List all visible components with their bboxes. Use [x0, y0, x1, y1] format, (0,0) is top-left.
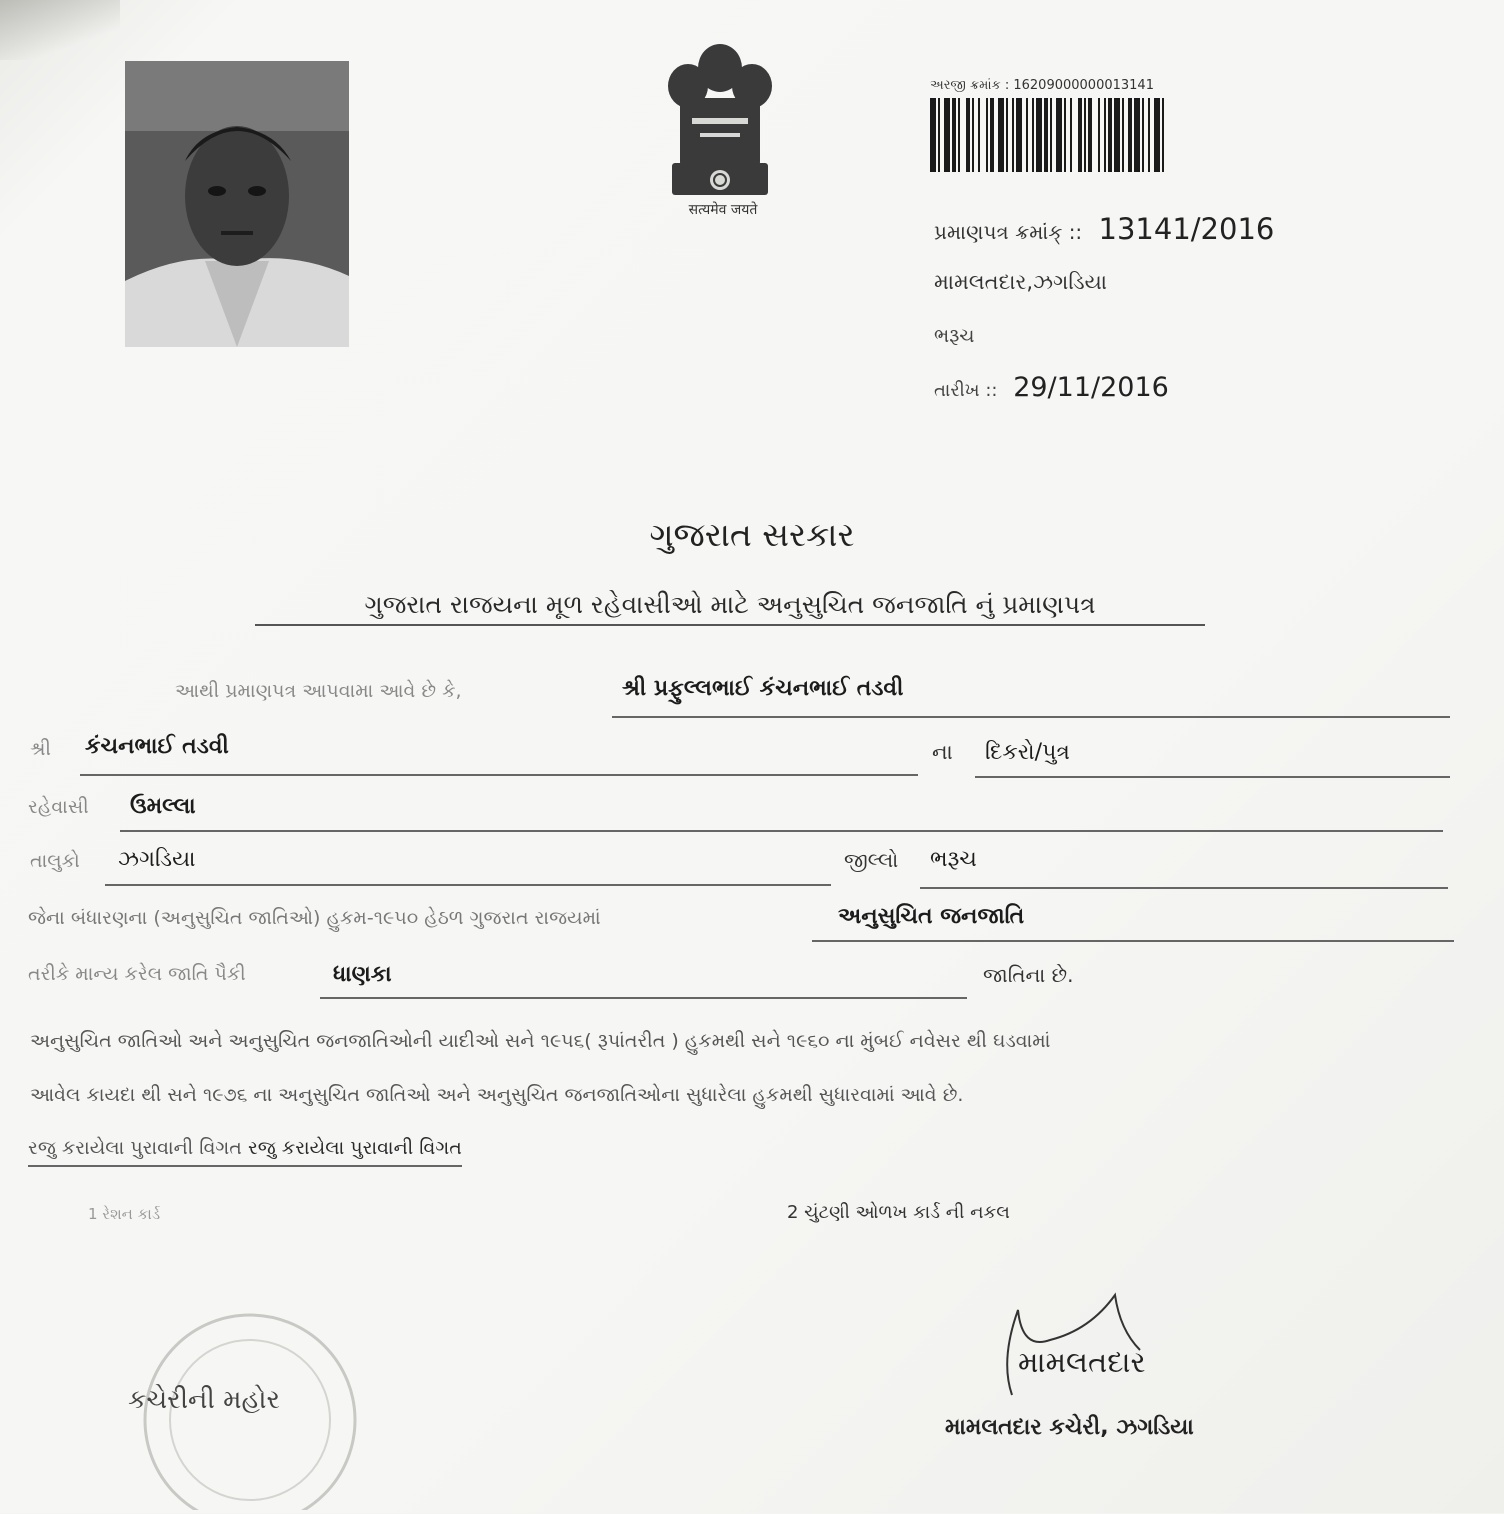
caste-value: ધાણકા	[333, 962, 392, 987]
legal-paragraph-line-1: અનુસુચિત જાતિઓ અને અનુસુચિત જનજાતિઓની યાદીઓ સને ૧૯૫૬( રૂપાંતરીત ) હુકમથી સને ૧૯૬૦ ના મુંબઈ નવેસર થી ઘડવામાં	[30, 1030, 1051, 1052]
caste-label: તરીકે માન્ય કરેલ જાતિ પૈકી	[28, 963, 246, 985]
proof-item-1: 1 રેશન કાર્ડ	[88, 1205, 161, 1223]
application-number	[930, 78, 1154, 93]
folded-corner	[0, 0, 120, 60]
order-label: જેના બંધારણના (અનુસુચિત જાતિઓ) હુકમ-૧૯૫૦ હેઠળ ગુજરાત રાજયમાં	[28, 907, 601, 929]
relation-underline	[975, 776, 1450, 778]
relation-label: ના	[932, 740, 953, 764]
taluka-value: ઝગડિયા	[118, 847, 196, 872]
certificate-title: ગુજરાત રાજયના મૂળ રહેવાસીઓ માટે અનુસુચિત જનજાતિ નું પ્રમાણપત્ર	[255, 590, 1205, 626]
signatory-office: મામલતદાર કચેરી, ઝગડિયા	[945, 1415, 1194, 1440]
taluka-underline	[105, 884, 831, 886]
application-number-value: 16209000000013141	[1013, 78, 1154, 93]
proof-heading	[28, 1137, 462, 1167]
proof-item-2: 2 ચુંટણી ઓળખ કાર્ડ ની નકલ	[787, 1202, 1010, 1223]
certificate-number	[934, 212, 1274, 246]
resident-value: ઉમલ્લા	[130, 794, 196, 819]
intro-label: આથી પ્રમાણપત્ર આપવામા આવે છે કે,	[175, 680, 462, 702]
holder-photo	[125, 61, 349, 347]
issuing-office: મામલતદાર,ઝગડિયા	[934, 270, 1107, 294]
legal-paragraph-line-2: આવેલ કાયદા થી સને ૧૯૭૬ ના અનુસુચિત જાતિઓ અને અનુસુચિત જનજાતિઓના સુધારેલા હુકમથી સુધારવામાં આવે છે.	[30, 1084, 964, 1106]
holder-name-underline	[612, 716, 1450, 718]
resident-underline	[120, 830, 1443, 832]
signatory-title: મામલતદાર	[1018, 1345, 1146, 1379]
proof-heading-faint: રજુ કરાયેલા પુરાવાની વિગત	[28, 1137, 242, 1159]
caste-underline	[320, 997, 967, 999]
district-field-value: ભરૂચ	[930, 847, 977, 872]
district-field-label: જીલ્લો	[844, 848, 899, 872]
certificate-number-label: પ્રમાણપત્ર ક્રમાંક્ ::	[934, 220, 1083, 244]
district-underline	[920, 887, 1448, 889]
issue-date	[934, 372, 1169, 403]
taluka-label: તાલુકો	[30, 850, 80, 872]
issuing-district: ભરૂચ	[934, 325, 975, 347]
issue-date-value: 29/11/2016	[1013, 372, 1169, 403]
barcode	[930, 98, 1254, 172]
resident-label: રહેવાસી	[28, 796, 89, 818]
application-number-label: અરજી ક્રમાંક :	[930, 78, 1010, 93]
proof-heading-dark: રજુ કરાયેલા પુરાવાની વિગત	[247, 1137, 462, 1159]
seal-caption: કચેરીની મહોર	[128, 1385, 280, 1415]
national-motto: सत्यमेव जयते	[688, 202, 758, 218]
issue-date-label: તારીખ ::	[934, 380, 998, 401]
relation-value: દિકરો/પુત્ર	[985, 740, 1070, 765]
father-name: કંચનભાઈ તડવી	[85, 734, 229, 759]
caste-suffix: જાતિના છે.	[983, 963, 1074, 987]
father-prefix: શ્રી	[30, 738, 51, 760]
certificate-number-value: 13141/2016	[1098, 212, 1275, 246]
father-name-underline	[80, 774, 918, 776]
order-value: અનુસુચિત જનજાતિ	[838, 904, 1025, 929]
order-underline	[812, 940, 1454, 942]
government-title: ગુજરાત સરકાર	[649, 515, 855, 554]
holder-name: શ્રી પ્રફુલ્લભાઈ કંચનભાઈ તડવી	[622, 676, 904, 701]
